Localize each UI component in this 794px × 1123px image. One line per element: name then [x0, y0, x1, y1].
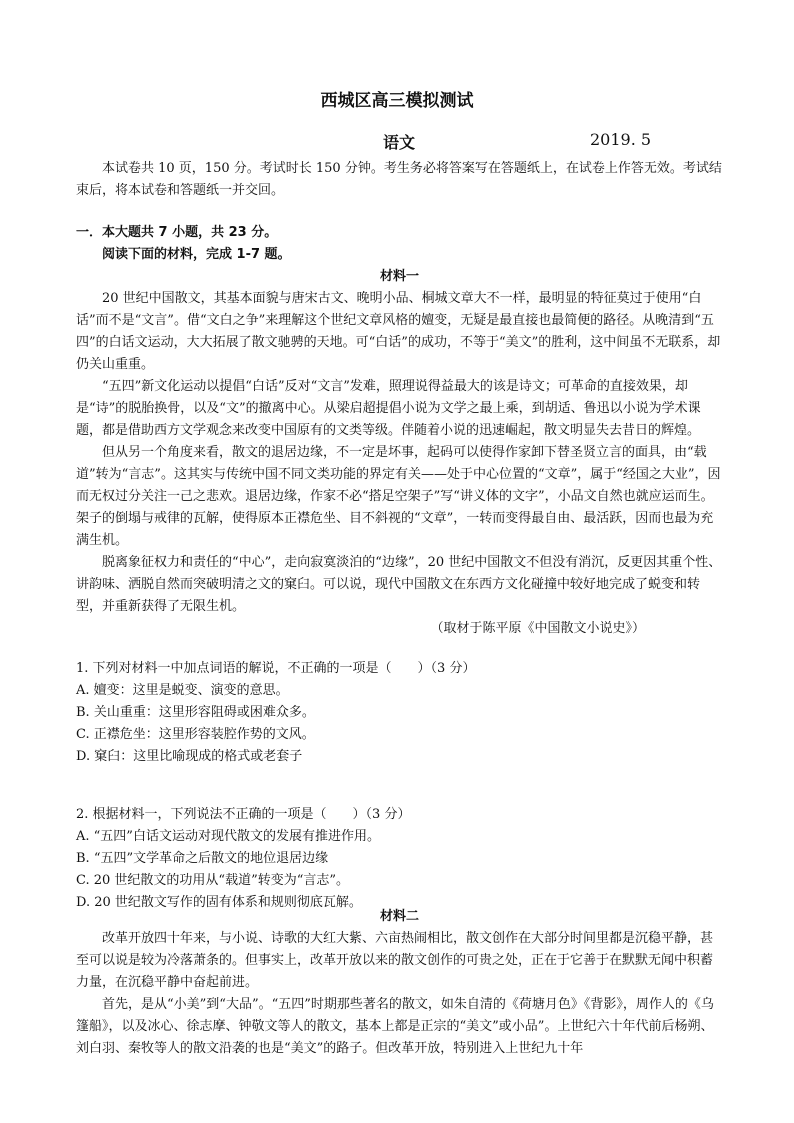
material1-title: 材料一 [379, 269, 419, 284]
section-subheading: 阅读下面的材料，完成 1-7 题。 [102, 247, 291, 262]
material1-paragraph: “五四”新文化运动以提倡“白话”反对“文言”发难，照理说得益最大的该是诗文；可革命的直接效果，却是“诗”的脱胎换骨，以及“文”的撤离中心。从梁启超提倡小说为文学之最上乘，到胡适、鲁迅以小说为学术课题，都是借助西方文学观念来改变中国原有的文类等级。伴随着小说的迅速崛起，散文明显失去昔日的辉煌。 [76, 379, 701, 438]
option-b: B. “五四”文学革命之后散文的地位退居边缘 [76, 851, 329, 866]
material1-body [76, 288, 723, 640]
option-a: A. 嬗变：这里是蜕变、演变的意思。 [76, 683, 289, 698]
option-c: C. 20 世纪散文的功用从“载道”转变为“言志”。 [76, 873, 350, 888]
option-b: B. 关山重重：这里形容阻碍或困难众多。 [76, 705, 315, 720]
material2-paragraph: 首先，是从“小美”到“大品”。“五四”时期那些著名的散文，如朱自清的《荷塘月色》《背影》，周作人的《乌篷船》，以及冰心、徐志摩、钟敬文等人的散文，基本上都是正宗的“美文”或小品”。上世纪六十年代前后杨朔、刘白羽、秦牧等人的散文沿袭的也是“美文”的路子。但改革开放，特别进入上世纪九十年 [76, 997, 714, 1056]
exam-title: 西城区高三模拟测试 [320, 91, 474, 111]
material1-paragraph: 脱离象征权力和责任的“中心”，走向寂寞淡泊的“边缘”，20 世纪中国散文不但没有消沉，反更因其重个性、讲韵味、洒脱自然而突破明清之文的窠臼。可以说，现代中国散文在东西方文化碰撞中较好地完成了蜕变和转型，并重新获得了无限生机。 [76, 555, 722, 614]
material2-body [76, 928, 723, 1060]
question-1 [76, 658, 723, 768]
exam-date: 2019. 5 [590, 130, 652, 149]
material2-paragraph: 改革开放四十年来，与小说、诗歌的大红大紫、六亩热闹相比，散文创作在大部分时间里都是沉稳平静，甚至可以说是较为冷落萧条的。但事实上，改革开放以来的散文创作的可贵之处，正在于它善于在默默无闻中积蓄力量，在沉稳平静中奋起前进。 [76, 931, 714, 990]
instructions: 本试卷共 10 页，150 分。考试时长 150 分钟。考生务必将答案写在答题纸上，在试卷上作答无效。考试结束后，将本试卷和答题纸一并交回。 [76, 161, 722, 198]
question-2 [76, 804, 723, 914]
section-heading: 一．本大题共 7 小题，共 23 分。 [76, 225, 278, 240]
material1-paragraph: 20 世纪中国散文，其基本面貌与唐宋古文、晚明小品、桐城文章大不一样，最明显的特征莫过于使用“白话”而不是“文言”。借“文白之争”来理解这个世纪文章风格的嬗变，无疑是最直接也最简便的路径。从晚清到“五四”的白话文运动，大大拓展了散文驰骋的天地。可“白话”的成功，不等于“美文”的胜利，这中间虽不无联系，却仍关山重重。 [76, 291, 721, 372]
option-d: D. 20 世纪散文写作的固有体系和规则彻底瓦解。 [76, 895, 362, 910]
option-c: C. 正襟危坐：这里形容装腔作势的文风。 [76, 727, 315, 742]
option-a: A. “五四”白话文运动对现代散文的发展有推进作用。 [76, 829, 380, 844]
question-stem: 2. 根据材料一，下列说法不正确的一项是（ ）（3 分） [76, 807, 411, 822]
exam-subject: 语文 [383, 133, 416, 152]
material1-source: （取材于陈平原《中国散文小说史》） [430, 621, 645, 636]
question-stem: 1. 下列对材料一中加点词语的解说，不正确的一项是（ ）（3 分） [76, 661, 476, 676]
material1-paragraph: 但从另一个角度来看，散文的退居边缘，不一定是坏事，起码可以使得作家卸下替圣贤立言的面具，由“载道”转为“言志”。这其实与传统中国不同文类功能的界定有关——处于中心位置的“文章”，属于“经国之大业”，因而无权过分关注一己之悲欢。退居边缘，作家不必“搭足空架子”写“讲义体的文字”，小品文自然也就应运而生。架子的倒塌与戒律的瓦解，使得原本正襟危坐、目不斜视的“文章”，一转而变得最自由、最活跃，因而也最为充满生机。 [76, 445, 721, 548]
option-d: D. 窠臼：这里比喻现成的格式或老套子 [76, 749, 303, 764]
material2-title: 材料二 [379, 909, 419, 924]
